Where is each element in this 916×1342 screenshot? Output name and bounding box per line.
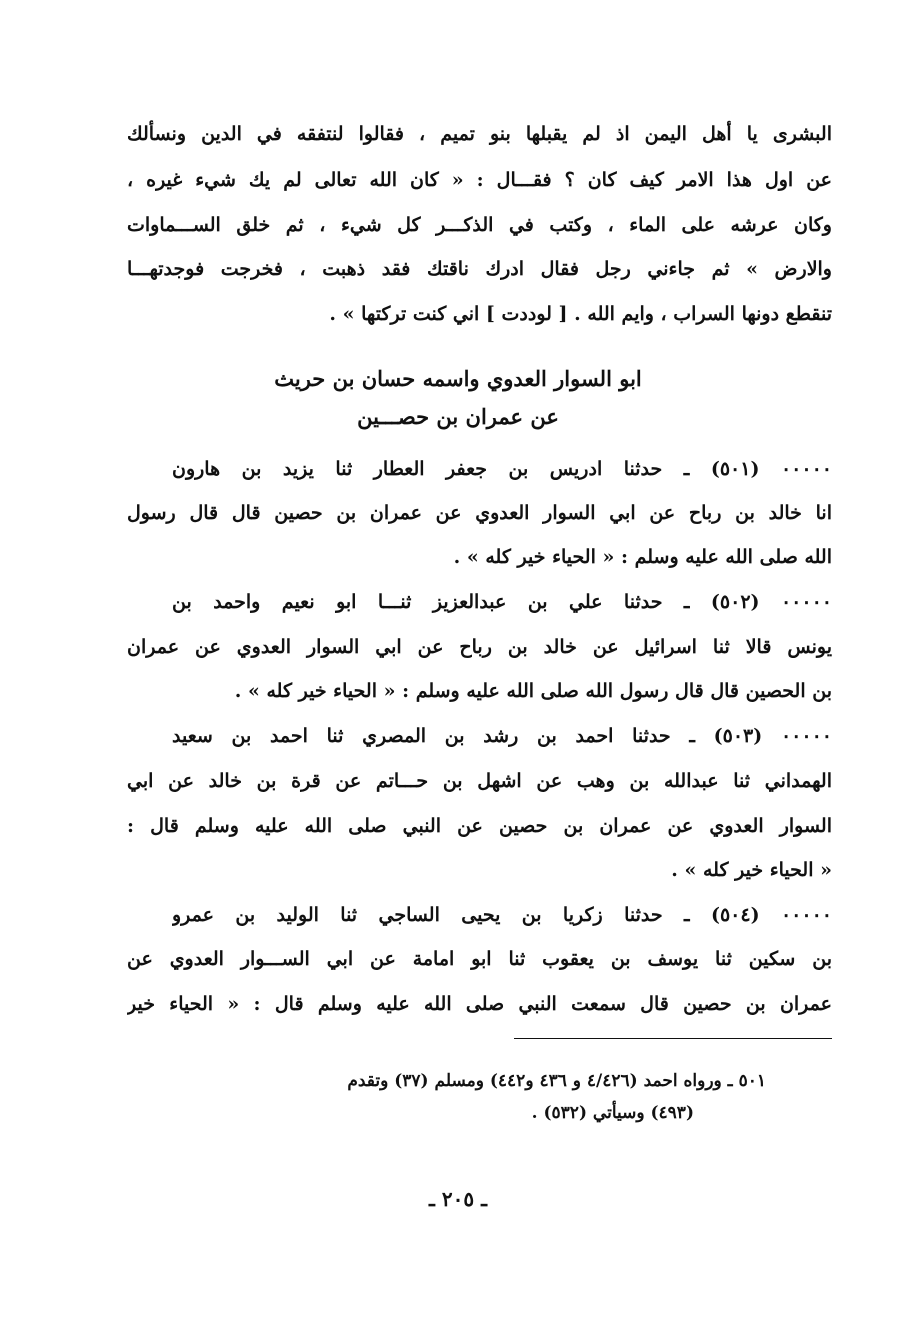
footnote-line-1: ٥٠١ ـ ورواه احمد (٤/٤٢٦ و ٤٣٦ و٤٤٢) ومسلم (٣٧) وتقدم: [347, 1071, 766, 1091]
hadith-line: الله صلى الله عليه وسلم : « الحياء خير كله » .: [453, 546, 832, 568]
intro-line-5: تنقطع دونها السراب ، وايم الله . [ لوددت ] اني كنت تركتها » .: [329, 303, 832, 325]
hadith-line: السوار العدوي عن عمران بن حصين عن النبي صلى الله عليه وسلم قال :: [127, 815, 832, 837]
hadith-line: بن سكين ثنا يوسف بن يعقوب ثنا ابو امامة عن ابي الســـوار العدوي عن: [127, 948, 832, 970]
intro-line-3: وكان عرشه على الماء ، وكتب في الذكـــر كل شيء ، ثم خلق الســـماوات: [127, 214, 832, 236]
section-heading-line-1: ابو السوار العدوي واسمه حسان بن حريث: [274, 366, 642, 391]
intro-line-1: البشرى يا أهل اليمن اذ لم يقبلها بنو تميم ، فقالوا لنتفقه في الدين ونسألك: [127, 123, 832, 145]
hadith-line: بن الحصين قال قال رسول الله صلى الله عليه وسلم : « الحياء خير كله » .: [234, 680, 832, 702]
hadith-line: ٠٠٠٠٠ (٥٠١) ـ حدثنا ادريس بن جعفر العطار ثنا يزيد بن هارون: [172, 458, 832, 480]
footnote-rule: [514, 1038, 832, 1039]
hadith-line: ٠٠٠٠٠ (٥٠٢) ـ حدثنا علي بن عبدالعزيز ثنـــا ابو نعيم واحمد بن: [172, 591, 832, 613]
hadith-line: انا خالد بن رباح عن ابي السوار العدوي عن عمران بن حصين قال قال رسول: [127, 502, 832, 524]
section-heading-line-2: عن عمران بن حصـــين: [357, 404, 559, 429]
hadith-line: ٠٠٠٠٠ (٥٠٤) ـ حدثنا زكريا بن يحيى الساجي ثنا الوليد بن عمرو: [172, 904, 832, 926]
page-number: ـ ٢٠٥ ـ: [429, 1187, 487, 1211]
intro-line-2: عن اول هذا الامر كيف كان ؟ فقـــال : « كان الله تعالى لم يك شيء غيره ،: [127, 169, 832, 191]
footnote-line-2: (٤٩٣) وسيأتي (٥٣٢) .: [531, 1103, 694, 1123]
hadith-line: ٠٠٠٠٠ (٥٠٣) ـ حدثنا احمد بن رشد بن المصري ثنا احمد بن سعيد: [172, 725, 832, 747]
hadith-line: يونس قالا ثنا اسرائيل عن خالد بن رباح عن ابي السوار العدوي عن عمران: [127, 636, 832, 658]
hadith-line: الهمداني ثنا عبدالله بن وهب عن اشهل بن حـــاتم عن قرة بن خالد عن ابي: [127, 770, 832, 792]
hadith-line: عمران بن حصين قال سمعت النبي صلى الله عليه وسلم قال : « الحياء خير: [127, 993, 832, 1015]
intro-line-4: والارض » ثم جاءني رجل فقال ادرك ناقتك فقد ذهبت ، فخرجت فوجدتهـــا: [127, 258, 832, 280]
hadith-line: « الحياء خير كله » .: [671, 859, 832, 881]
